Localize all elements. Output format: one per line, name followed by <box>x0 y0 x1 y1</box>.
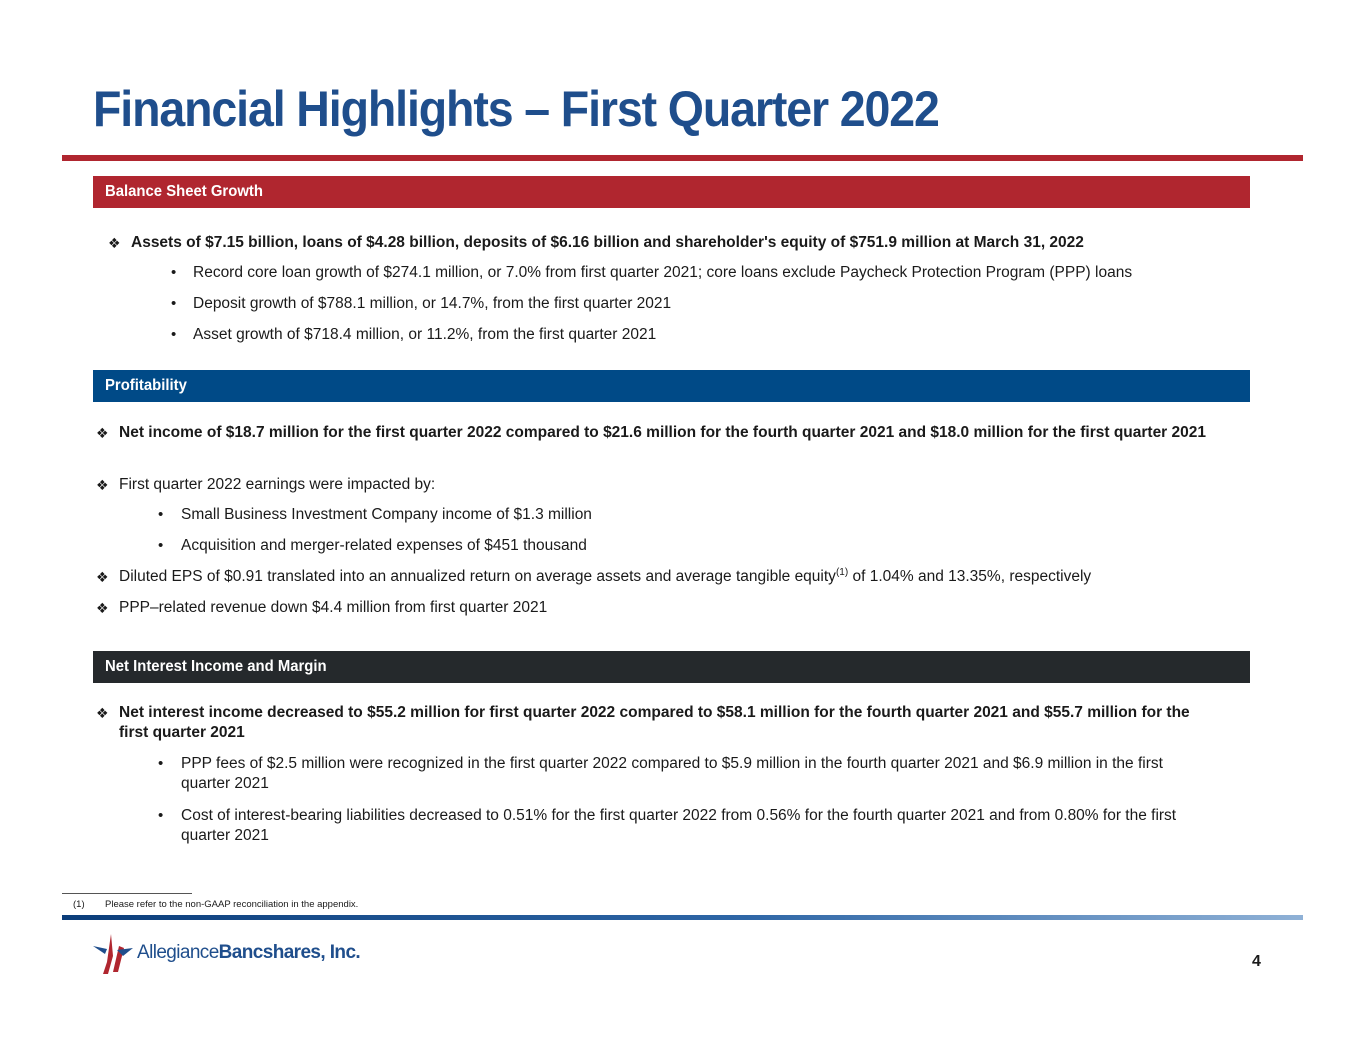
nii-main-bullet: Net interest income decreased to $55.2 million for first quarter 2022 compared to $58.1 million for the fourth quarter 2021 and $55.7 million for the first quarter 2021 <box>119 704 1190 741</box>
eps-text: Diluted EPS of $0.91 translated into an annualized return on average assets and average tangible equity <box>119 568 836 585</box>
section-header-balance-sheet <box>93 176 1250 208</box>
section-header-profitability <box>93 370 1250 402</box>
sub-bullet-icon: • <box>158 506 164 523</box>
diamond-bullet-icon: ❖ <box>96 600 109 616</box>
sub-bullet-icon: • <box>171 295 177 312</box>
section-header-label: Net Interest Income and Margin <box>105 658 327 675</box>
section-header-net-interest <box>93 651 1250 683</box>
section-header-label: Profitability <box>105 377 187 394</box>
balance-sub-bullet: Asset growth of $718.4 million, or 11.2%, from the first quarter 2021 <box>193 326 657 343</box>
profitability-impact-item: Small Business Investment Company income of $1.3 million <box>181 506 592 523</box>
page-number: 4 <box>1252 953 1261 970</box>
diamond-bullet-icon: ❖ <box>108 235 121 251</box>
logo-text-part1: Allegiance <box>137 942 219 963</box>
sub-bullet-icon: • <box>158 807 164 824</box>
section-header-label: Balance Sheet Growth <box>105 183 263 200</box>
profitability-ppp-bullet: PPP–related revenue down $4.4 million from first quarter 2021 <box>119 599 548 616</box>
sub-bullet-icon: • <box>171 264 177 281</box>
diamond-bullet-icon: ❖ <box>96 477 109 493</box>
diamond-bullet-icon: ❖ <box>96 705 109 721</box>
profitability-eps-bullet <box>119 567 1091 587</box>
nii-sub-bullet: Cost of interest-bearing liabilities decreased to 0.51% for the first quarter 2022 from 0.56% for the fourth quarter 2021 and from 0.80% for the first quarter 2021 <box>181 807 1177 844</box>
profitability-impact-intro: First quarter 2022 earnings were impacted by: <box>119 476 436 493</box>
logo-wordmark <box>137 942 360 964</box>
sub-bullet-icon: • <box>158 755 164 772</box>
page-title: Financial Highlights – First Quarter 2022 <box>93 81 939 137</box>
balance-sub-bullet: Deposit growth of $788.1 million, or 14.7%, from the first quarter 2021 <box>193 295 672 312</box>
company-logo <box>93 932 360 974</box>
profitability-impact-item: Acquisition and merger-related expenses of $451 thousand <box>181 537 587 554</box>
sub-bullet-icon: • <box>158 537 164 554</box>
eps-text-end: of 1.04% and 13.35%, respectively <box>848 568 1092 585</box>
diamond-bullet-icon: ❖ <box>96 425 109 441</box>
title-divider <box>62 155 1303 161</box>
profitability-main-bullet: Net income of $18.7 million for the first quarter 2022 compared to $21.6 million for the fourth quarter 2021 and $18.0 million for the first quarter 2021 <box>119 424 1207 441</box>
footer-divider <box>62 915 1303 920</box>
sub-bullet-icon: • <box>171 326 177 343</box>
balance-sub-bullet: Record core loan growth of $274.1 million, or 7.0% from first quarter 2021; core loans exclude Paycheck Protection Program (PPP) loans <box>193 264 1133 281</box>
nii-sub-bullet: PPP fees of $2.5 million were recognized in the first quarter 2022 compared to $5.9 million in the fourth quarter 2021 and $6.9 million in the first quarter 2021 <box>181 755 1163 792</box>
logo-text-part2: Bancshares, Inc. <box>218 942 361 963</box>
balance-main-bullet: Assets of $7.15 billion, loans of $4.28 billion, deposits of $6.16 billion and shareholder's equity of $751.9 million at March 31, 2022 <box>131 234 1084 251</box>
footnote-reference: (1) <box>835 567 849 578</box>
footnote-text: Please refer to the non-GAAP reconciliation in the appendix. <box>105 899 359 910</box>
diamond-bullet-icon: ❖ <box>96 569 109 585</box>
footnote-divider <box>62 893 192 894</box>
footnote-number: (1) <box>73 899 85 910</box>
star-logo-icon <box>93 932 133 974</box>
